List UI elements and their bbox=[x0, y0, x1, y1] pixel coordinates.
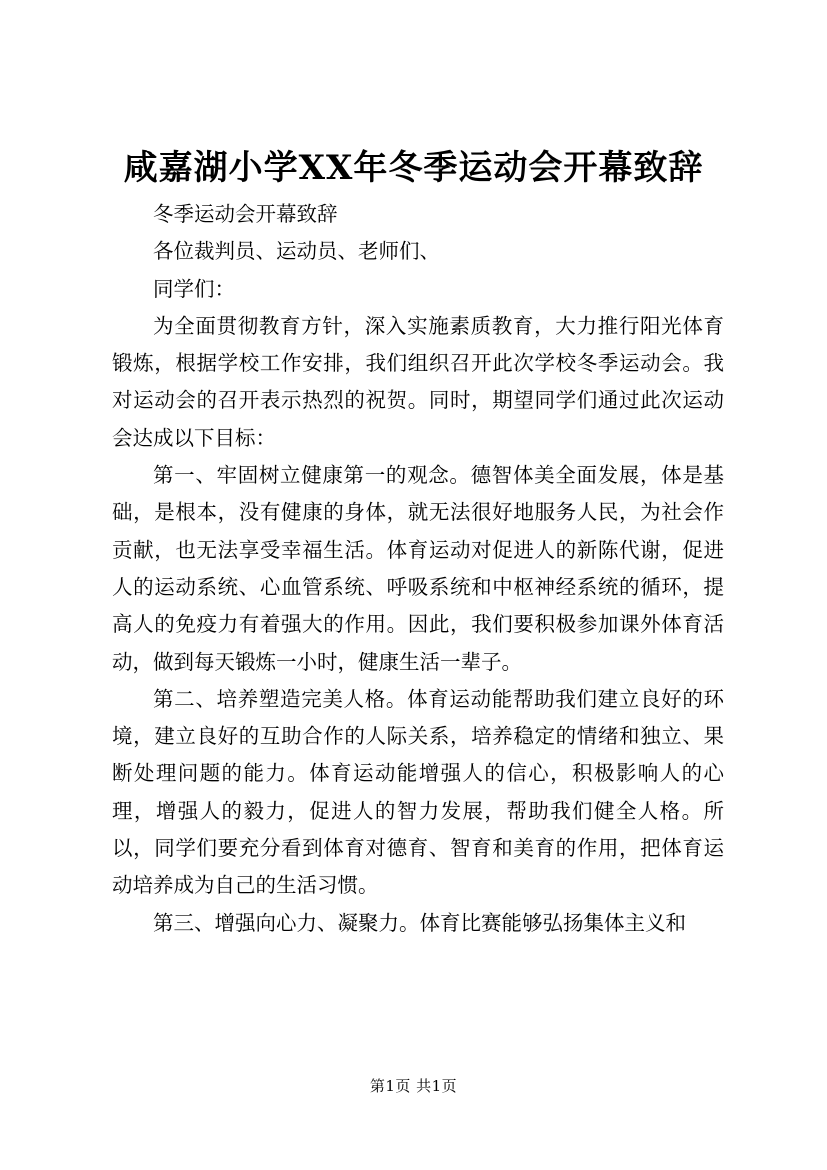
paragraph-salutation: 各位裁判员、运动员、老师们、 bbox=[153, 239, 440, 264]
paragraph-point-2: 第二、培养塑造完美人格。体育运动能帮助我们建立良好的环境，建立良好的互助合作的人际关系，培养稳定的情绪和独立、果断处理问题的能力。体育运动能增强人的信心，积极影响人的心理，增强人的毅力，促进人的智力发展，帮助我们健全人格。所以，同学们要充分看到体育对德育、智育和美育的作用，把体育运动培养成为自己的生活习惯。 bbox=[112, 686, 724, 898]
paragraph-point-3: 第三、增强向心力、凝聚力。体育比赛能够弘扬集体主义和 bbox=[153, 910, 686, 935]
paragraph-salutation-2: 同学们： bbox=[153, 276, 235, 301]
paragraph-subtitle: 冬季运动会开幕致辞 bbox=[153, 202, 338, 226]
page-footer: 第1页 共1页 bbox=[369, 1077, 458, 1095]
paragraph-point-1: 第一、牢固树立健康第一的观念。德智体美全面发展，体是基础，是根本，没有健康的身体，就无法很好地服务人民，为社会作贡献，也无法享受幸福生活。体育运动对促进人的新陈代谢，促进人的运动系统、心血管系统、呼吸系统和中枢神经系统的循环，提高人的免疫力有着强大的作用。因此，我们要积极参加课外体育活动，做到每天锻炼一小时，健康生活一辈子。 bbox=[112, 463, 724, 674]
document-title: 咸嘉湖小学XX年冬季运动会开幕致辞 bbox=[123, 148, 704, 188]
paragraph-intro: 为全面贯彻教育方针，深入实施素质教育，大力推行阳光体育锻炼，根据学校工作安排，我们组织召开此次学校冬季运动会。我对运动会的召开表示热烈的祝贺。同时，期望同学们通过此次运动会达成以下目标： bbox=[112, 313, 724, 450]
document-body bbox=[112, 196, 724, 942]
